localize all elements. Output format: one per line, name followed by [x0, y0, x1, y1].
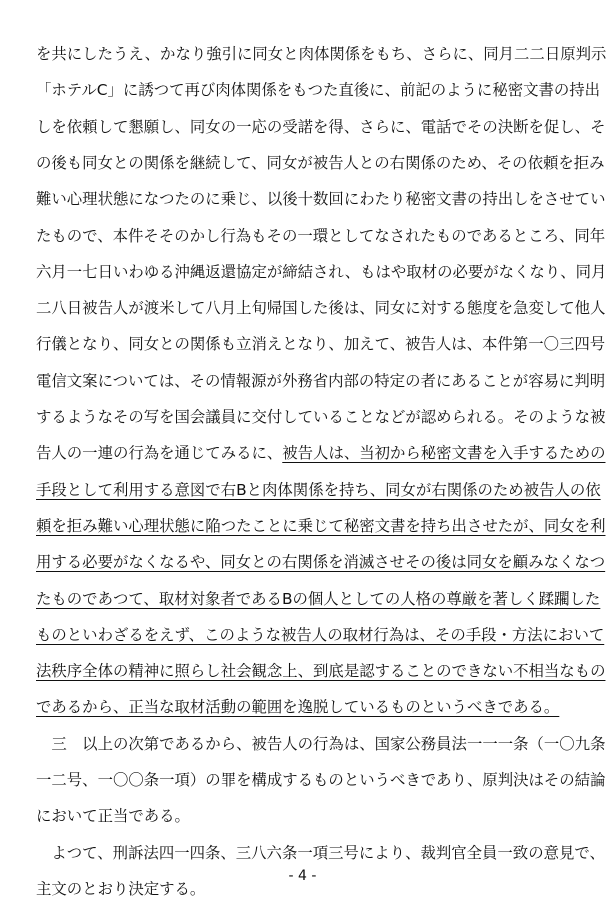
- text-line: [36, 843, 605, 863]
- underlined-text: 法秩序全体の精神に照らし社会観念上、到底是認することのできない不相当なもの: [36, 662, 606, 681]
- line-text: 告人の一連の行為を通じてみるに、: [36, 444, 283, 463]
- text-line: [36, 625, 605, 645]
- line-text: たもので、本件そそのかし行為もその一環としてなされたものであるところ、同年: [36, 226, 606, 245]
- underlined-text: 用する必要がなくなるや、同女との右関係を消滅させその後は同女を顧みなくなつ: [36, 553, 606, 572]
- page-number: - 4 -: [288, 868, 317, 884]
- underlined-text: 被告人は、当初から秘密文書を入手するための: [282, 444, 606, 463]
- text-line: [36, 806, 570, 826]
- text-line: [36, 516, 606, 536]
- line-text: 六月一七日いわゆる沖縄返還協定が締結され、もはや取材の必要がなくなり、同月: [36, 262, 606, 281]
- text-line: [36, 697, 570, 717]
- line-text: 電信文案については、その情報源が外務省内部の特定の者にあることが容易に判明: [36, 371, 606, 390]
- line-text: を共にしたうえ、かなり強引に同女と肉体関係をもち、さらに、同月二二日原判示: [36, 45, 606, 63]
- line-text: 行儀となり、同女との関係も立消えとなり、加えて、被告人は、本件第一〇三四号: [36, 335, 606, 354]
- underlined-text: であるから、正当な取材活動の範囲を逸脱しているものというべきである。: [36, 698, 560, 717]
- text-line: [36, 480, 601, 500]
- text-line: [36, 262, 606, 282]
- underlined-text: たものであつて、取材対象者であるBの個人としての人格の尊厳を著しく蹂躙した: [36, 589, 601, 608]
- line-text: 三 以上の次第であるから、被告人の行為は、国家公務員法一一一条（一〇九条: [36, 734, 606, 753]
- line-text: 二八日被告人が渡米して八月上旬帰国した後は、同女に対する態度を急変して他人: [36, 299, 606, 318]
- line-text: 難い心理状態になつたのに乗じ、以後十数回にわたり秘密文書の持出しをさせてい: [36, 190, 606, 209]
- line-text: よつて、刑訴法四一四条、三八六条一項三号により、裁判官全員一致の意見で、: [36, 843, 605, 862]
- line-text: するようなその写を国会議員に交付していることなどが認められる。そのような被: [36, 408, 606, 426]
- text-line: [36, 298, 606, 318]
- text-line: [36, 44, 606, 64]
- text-line: [36, 334, 606, 354]
- line-text: 「ホテルC」に誘つて再び肉体関係をもつた直後に、前記のように秘密文書の持出: [36, 81, 601, 100]
- text-line: [36, 226, 606, 246]
- text-line: [36, 661, 606, 681]
- underlined-text: ものといわざるをえず、このような被告人の取材行為は、その手段・方法において: [36, 625, 605, 644]
- underlined-text: 頼を拒み難い心理状態に陥つたことに乗じて秘密文書を持ち出させたが、同女を利: [36, 516, 606, 535]
- line-text: において正当である。: [36, 807, 190, 826]
- text-line: [36, 552, 606, 572]
- text-line: [36, 80, 601, 100]
- text-line: [36, 589, 601, 609]
- line-text: 主文のとおり決定する。: [36, 879, 206, 898]
- line-text: 一二号、一〇〇条一項）の罪を構成するものというべきであり、原判決はその結論: [36, 771, 606, 789]
- text-line: [36, 443, 606, 463]
- text-line: [36, 189, 606, 209]
- line-text: しを依頼して懇願し、同女の一応の受諾を得、さらに、電話でその決断を促し、そ: [36, 117, 606, 136]
- text-line: [36, 371, 606, 391]
- text-line: [36, 117, 606, 137]
- line-text: の後も同女との関係を継続して、同女が被告人との右関係のため、その依頼を拒み: [36, 153, 605, 172]
- text-line: [36, 407, 606, 427]
- underlined-text: 手段として利用する意図で右Bと肉体関係を持ち、同女が右関係のため被告人の依: [36, 480, 601, 499]
- text-line: [36, 153, 605, 173]
- text-line: [36, 734, 606, 754]
- text-line: [36, 770, 606, 790]
